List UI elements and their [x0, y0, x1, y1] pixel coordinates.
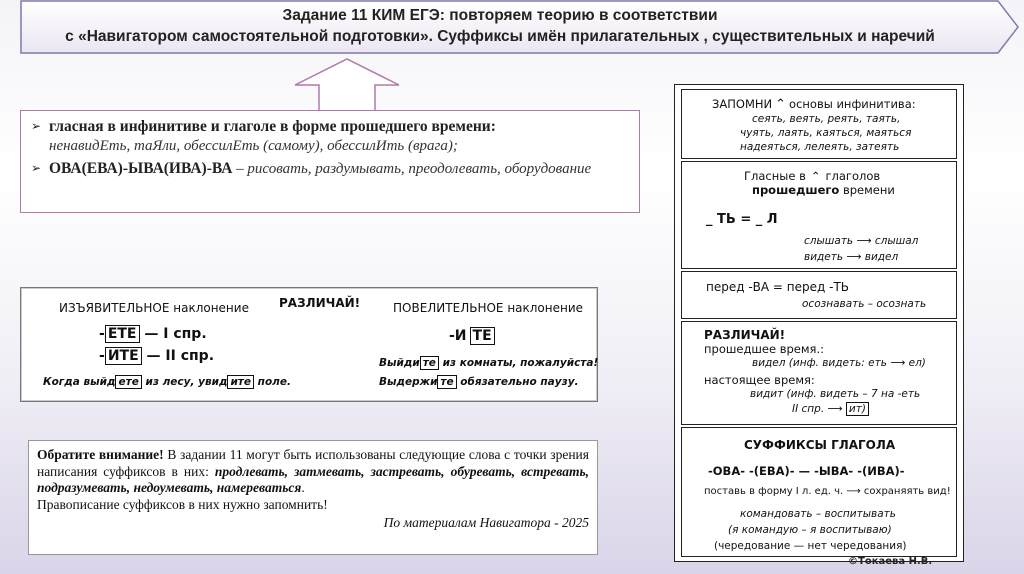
dash: -: [99, 326, 105, 342]
note-source: По материалам Навигатора - 2025: [383, 515, 589, 530]
arrow-bullet-icon: ➢: [31, 161, 42, 175]
past-title-line-2: [752, 183, 895, 197]
example-part: Выйди: [379, 357, 420, 369]
note-paragraph: [37, 447, 589, 497]
first-conjugation: — I спр.: [144, 326, 207, 342]
theory-item-1: [31, 117, 631, 156]
example-part: командовать: [740, 508, 813, 520]
example-part: видеть: [804, 251, 844, 263]
theory-item-2: [31, 159, 631, 179]
past-tense-section: [681, 161, 957, 269]
suffix-formula: -ОВА- -(ЕВА)- — -ЫВА- -(ИВА)-: [708, 464, 905, 478]
formula-part: _ Л: [755, 212, 778, 227]
example-part: воспитывать: [824, 508, 896, 520]
differ-present-example: видит (инф. видеть – 7 на -еть: [750, 388, 921, 400]
imperative-suffix: -И: [449, 328, 467, 344]
example-part: Выдержи: [379, 376, 438, 388]
example-part: видел (инф. видеть: еть: [752, 357, 887, 369]
imperative-formula: [449, 328, 495, 344]
differ-title: РАЗЛИЧАЙ!: [704, 328, 786, 342]
suffix-example-1: командовать – воспитывать: [740, 508, 896, 520]
attention-note: [28, 440, 598, 555]
ete-suffix-box: ЕТЕ: [105, 325, 140, 343]
example-ete-box: ете: [115, 375, 141, 389]
imperative-example-2: [379, 376, 579, 388]
mood-comparison-box: [20, 287, 598, 402]
example-part: обязательно паузу.: [456, 376, 579, 388]
va-section: [681, 271, 957, 319]
attention-label: Обратите внимание!: [37, 447, 164, 462]
theory-item-1-examples: ненавидЕть, таЯли, обессилЕть (самому), обессилИть (врага);: [49, 138, 458, 154]
differ-past-example: видел (инф. видеть: еть ⟶ ел): [752, 357, 926, 369]
example-part: слышать: [804, 235, 854, 247]
differ-past-label: прошедшее время.:: [704, 342, 825, 356]
ite-suffix-box: ИТЕ: [105, 347, 142, 365]
past-title-bold: прошедшего: [752, 183, 840, 197]
remember-text: основы инфинитива:: [789, 97, 916, 111]
remember-words-2: чуять, лаять, каяться, маяться: [740, 127, 912, 139]
past-title-part: глаголов: [825, 169, 881, 183]
example-part: слышал: [874, 235, 919, 247]
formula-part: _ ТЬ: [706, 212, 736, 227]
reference-panel: [674, 84, 964, 562]
suffix-rule: поставь в форму I л. ед. ч. ⟶ сохраняять вид!: [704, 486, 951, 497]
title-line-1: Задание 11 КИМ ЕГЭ: повторяем теорию в соответствии: [282, 7, 718, 24]
theory-item-2-dash: –: [232, 161, 248, 177]
suffix-example-2: (я командую – я воспитываю): [728, 524, 892, 536]
second-conjugation: — II спр.: [146, 348, 215, 364]
copyright: ©Токаева Н.В.: [848, 556, 933, 567]
title-banner: [20, 0, 1020, 56]
note-words: продлевать, затмевать, застревать, обуревать, встревать, подразумевать, недоумевать, намереваться: [37, 463, 589, 495]
imperative-example-1: [379, 357, 598, 369]
past-title-part: Гласные в: [744, 169, 806, 183]
differ-present-result: II спр. ⟶ ит): [792, 403, 869, 415]
differ-heading: РАЗЛИЧАЙ!: [279, 296, 361, 310]
example-part: поле.: [254, 376, 291, 388]
up-arrow-icon: [292, 57, 402, 113]
past-example-2: видеть ⟶ видел: [804, 251, 899, 263]
past-title-part: времени: [842, 183, 895, 197]
remember-words-3: надеяться, лелеять, затеять: [740, 141, 900, 153]
theory-item-2-examples: рисовать, раздумывать, преодолевать, оборудование: [247, 161, 592, 177]
note-rule: Правописание суффиксов в них нужно запомнить!: [37, 496, 328, 512]
formula-part: =: [740, 212, 752, 227]
va-example: осознавать – осознать: [802, 298, 927, 310]
past-example-1: слышать ⟶ слышал: [804, 235, 919, 247]
example-part: ел): [908, 357, 926, 369]
verb-suffix-section: [681, 427, 957, 557]
remember-section: [681, 89, 957, 159]
dash: -: [99, 348, 105, 364]
example-ite-box: ите: [227, 375, 254, 389]
example-ending-box: те: [437, 375, 456, 389]
indicative-heading: ИЗЪЯВИТЕЛЬНОЕ наклонение: [59, 301, 249, 315]
suffix-rule-part: сохраняять вид!: [863, 486, 951, 497]
example-part: Когда выйд: [43, 376, 116, 388]
example-ending-box: те: [420, 356, 439, 370]
imperative-ending-box: ТЕ: [470, 327, 495, 345]
example-part: II спр.: [792, 403, 825, 415]
va-rule: перед -ВА = перед -ТЬ: [706, 280, 850, 294]
ete-rule: [99, 326, 207, 342]
theory-box: [20, 110, 640, 213]
remember-heading: ЗАПОМНИ ⌃ основы инфинитива:: [712, 97, 916, 112]
theory-item-1-title: гласная в инфинитиве и глаголе в форме прошедшего времени:: [49, 118, 496, 135]
indicative-example: [43, 376, 291, 388]
remember-label: ЗАПОМНИ: [712, 97, 773, 111]
note-body: В задании 11 могут быть использованы следующие слова с точки зрения написания суффиксов в них:: [37, 447, 589, 479]
ite-rule: [99, 348, 214, 364]
differ-present-label: настоящее время:: [704, 373, 815, 387]
imperative-heading: ПОВЕЛИТЕЛЬНОЕ наклонение: [393, 301, 584, 315]
example-part: из лесу, увид: [141, 376, 228, 388]
remember-words-1: сеять, веять, реять, таять,: [752, 113, 901, 125]
differ-section: [681, 321, 957, 425]
title-line-2: с «Навигатором самостоятельной подготовки». Суффиксы имён прилагательных , существительных и наречий: [65, 28, 935, 45]
note-end: .: [301, 480, 305, 495]
past-title-line-1: Гласные в ⌃ глаголов: [744, 169, 881, 183]
arrow-bullet-icon: ➢: [31, 119, 42, 133]
result-box: ит): [846, 402, 869, 416]
theory-item-2-title: ОВА(ЕВА)-ЫВА(ИВА)-ВА: [49, 160, 233, 177]
example-part: из комнаты, пожалуйста!: [438, 357, 599, 369]
suffix-rule-part: поставь в форму I л. ед. ч.: [704, 486, 844, 497]
suffix-title: СУФФИКСЫ ГЛАГОЛА: [744, 438, 896, 452]
past-formula: [706, 212, 778, 227]
example-part: видел: [864, 251, 899, 263]
suffix-example-3: (чередование — нет чередования): [714, 540, 907, 552]
